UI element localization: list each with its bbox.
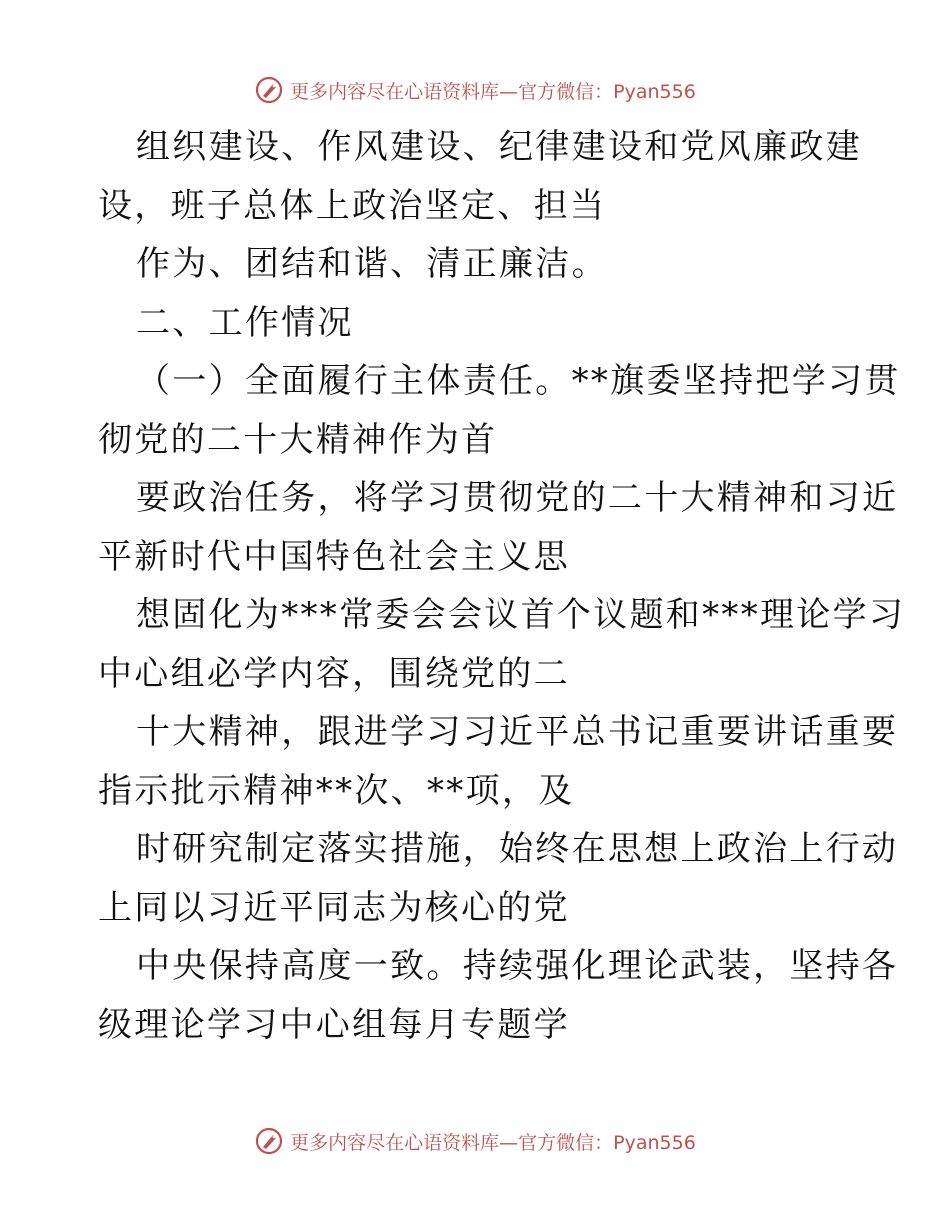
watermark-text: 更多内容尽在心语资料库—官方微信：Pyan556 bbox=[290, 80, 696, 103]
paragraph-line: 想固化为***常委会会议首个议题和***理论学习 bbox=[136, 595, 906, 635]
pen-nib-logo-icon bbox=[254, 75, 284, 105]
paragraph-line: 彻党的二十大精神作为首 bbox=[98, 419, 498, 460]
section-heading: 二、工作情况 bbox=[136, 302, 354, 343]
paragraph-line: 上同以习近平同志为核心的党 bbox=[98, 887, 570, 928]
paragraph-line: 平新时代中国特色社会主义思 bbox=[98, 536, 570, 577]
document-body bbox=[98, 118, 906, 1054]
paragraph-line: 作为、团结和谐、清正廉洁。 bbox=[136, 244, 608, 284]
pen-nib-logo-icon bbox=[254, 1126, 284, 1156]
header-watermark bbox=[0, 72, 950, 108]
paragraph-line: 十大精神，跟进学习习近平总书记重要讲话重要 bbox=[136, 712, 899, 752]
paragraph-line: （一）全面履行主体责任。**旗委坚持把学习贯 bbox=[136, 361, 901, 401]
paragraph-line: 级理论学习中心组每月专题学 bbox=[98, 1004, 570, 1045]
paragraph-line: 要政治任务，将学习贯彻党的二十大精神和习近 bbox=[136, 478, 899, 518]
paragraph-line: 时研究制定落实措施，始终在思想上政治上行动 bbox=[136, 829, 899, 869]
paragraph-line: 组织建设、作风建设、纪律建设和党风廉政建 bbox=[136, 127, 862, 167]
footer-watermark bbox=[0, 1123, 950, 1159]
watermark-text: 更多内容尽在心语资料库—官方微信：Pyan556 bbox=[290, 1131, 696, 1154]
paragraph-line: 设，班子总体上政治坚定、担当 bbox=[98, 185, 607, 226]
paragraph-line: 中央保持高度一致。持续强化理论武装，坚持各 bbox=[136, 946, 899, 986]
paragraph-line: 中心组必学内容，围绕党的二 bbox=[98, 653, 570, 694]
paragraph-line: 指示批示精神**次、**项，及 bbox=[98, 770, 575, 811]
